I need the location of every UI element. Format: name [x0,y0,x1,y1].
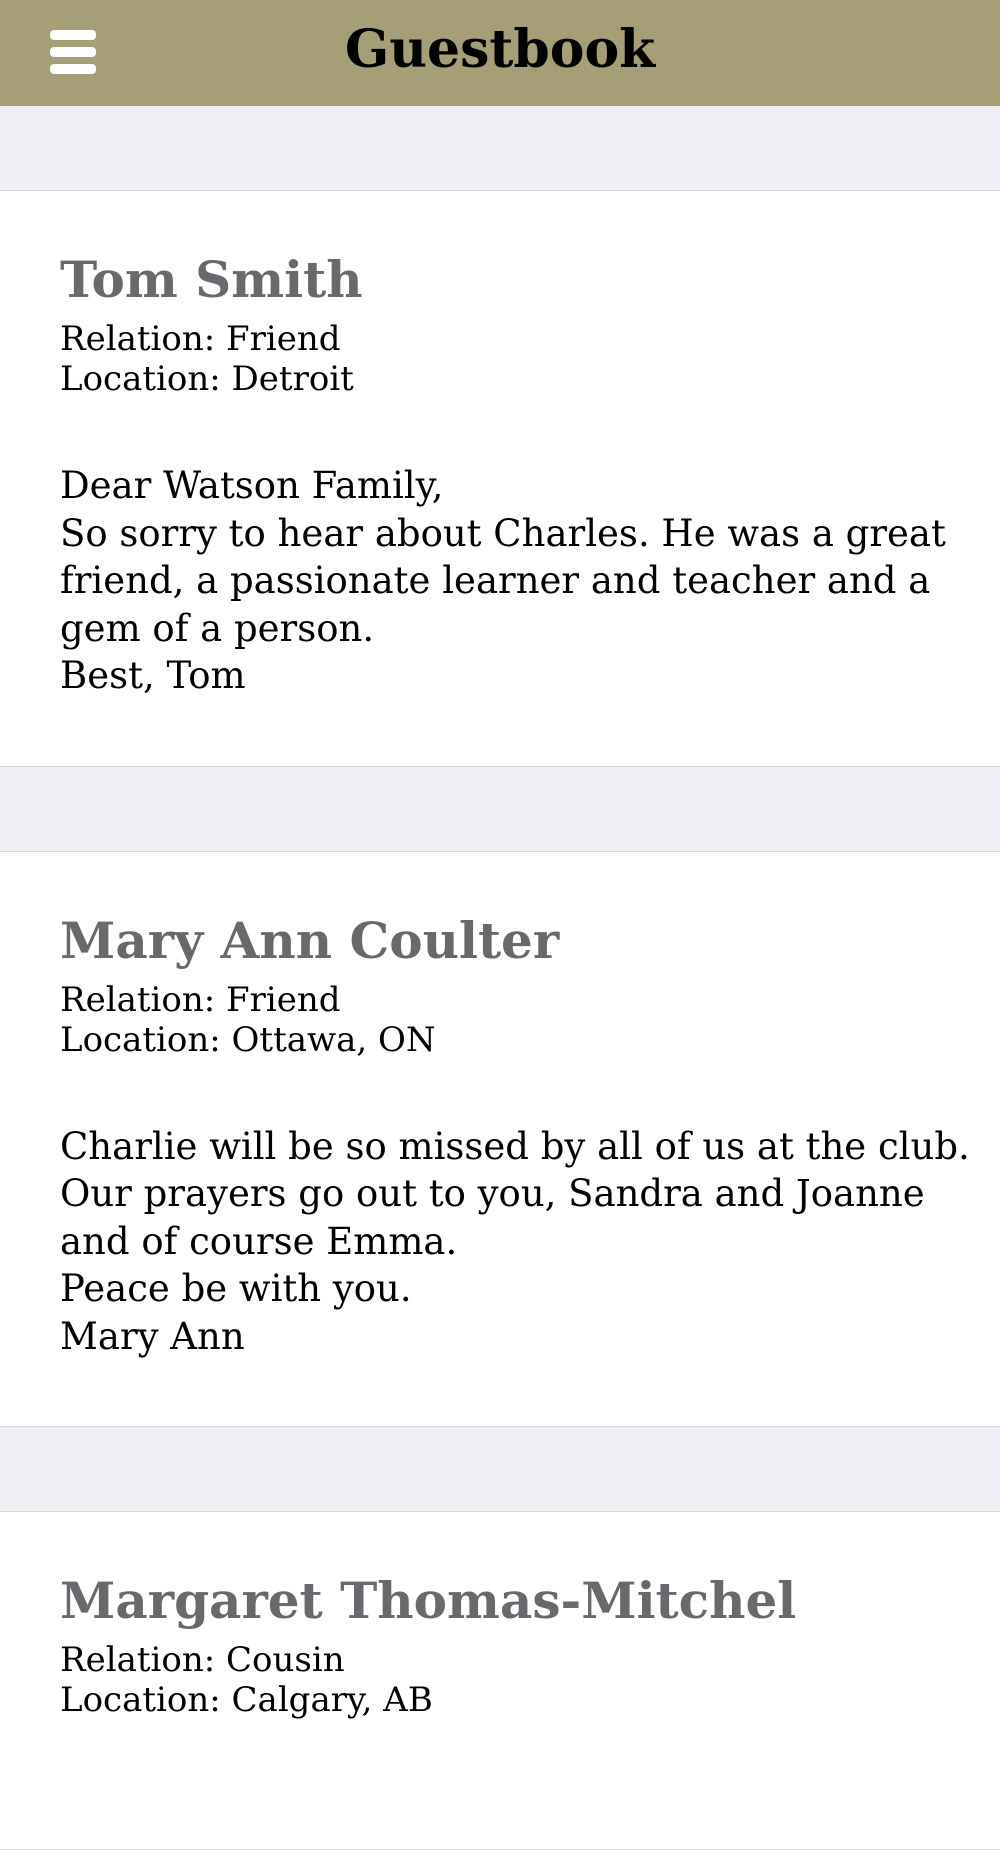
guestbook-entries[interactable] [0,106,1000,1850]
guestbook-entry [0,191,1000,767]
entry-meta [60,980,940,1060]
entry-relation: Relation: Friend [60,979,341,1020]
entry-message [60,462,946,766]
message-line: Dear Watson Family, [60,464,444,507]
entry-message [60,1783,940,1849]
message-line: So sorry to hear about Charles. He was a great [60,511,946,555]
message-line: Peace be with you. [60,1267,412,1310]
message-line: and of course Emma. [60,1219,458,1263]
entry-relation: Relation: Friend [60,319,341,359]
entry-name: Mary Ann Coulter [60,910,560,970]
message-line: gem of a person. [60,606,375,650]
entry-meta [60,319,940,399]
message-line: Mary Ann [60,1314,245,1358]
entry-relation: Relation: Cousin [60,1640,345,1680]
page-title: Guestbook [344,19,656,80]
entry-meta [60,1640,940,1720]
message-line: Best, Tom [60,654,246,697]
entry-name: Tom Smith [60,250,363,309]
entry-separator [0,767,1000,852]
entry-separator [0,1427,1000,1512]
entry-location: Location: Detroit [60,359,354,399]
entry-separator [0,106,1000,191]
message-line: friend, a passionate learner and teacher and a [60,559,931,602]
guestbook-entry [0,1512,1000,1850]
entry-location: Location: Calgary, AB [60,1680,433,1720]
entry-message [60,1123,970,1427]
guestbook-entry [0,852,1000,1428]
entry-location: Location: Ottawa, ON [60,1019,436,1060]
message-line: Charlie will be so missed by all of us at the club. [60,1124,970,1168]
message-line: Our prayers go out to you, Sandra and Joanne [60,1172,925,1215]
app-header [0,0,1000,106]
entry-name: Margaret Thomas-Mitchel [60,1571,797,1630]
